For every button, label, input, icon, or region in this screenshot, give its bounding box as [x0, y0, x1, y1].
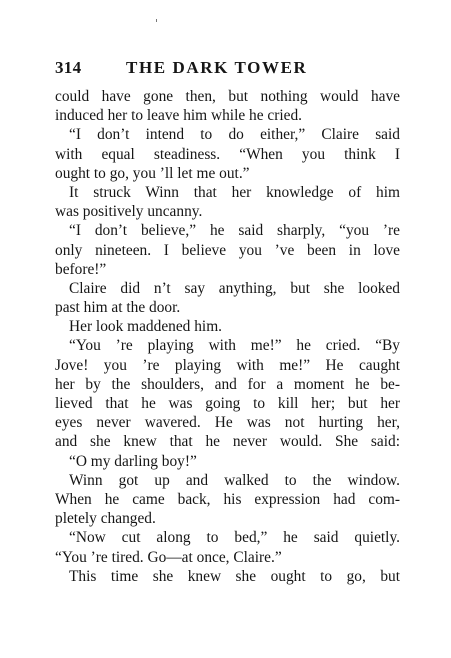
print-speck	[156, 19, 157, 22]
text-line: lieved that he was going to kill her; but her	[55, 395, 400, 412]
text-line: This time she knew she ought to go, but	[69, 567, 400, 585]
text-line: her by the shoulders, and for a moment he be-	[55, 375, 400, 393]
page-header	[55, 58, 400, 82]
text-line: ought to go, you ’ll let me out.”	[55, 164, 250, 182]
running-head: THE DARK TOWER	[126, 58, 308, 77]
text-line: “O my darling boy!”	[69, 452, 197, 470]
text-line: was positively uncanny.	[55, 203, 203, 221]
text-line: Winn got up and walked to the window.	[69, 471, 400, 489]
text-line: “You ’re tired. Go—at once, Claire.”	[55, 548, 282, 566]
text-line: Her look maddened him.	[69, 318, 223, 336]
text-line: It struck Winn that her knowledge of him	[69, 183, 400, 201]
text-line: before!”	[55, 260, 107, 278]
text-line: “You ’re playing with me!” he cried. “By	[69, 337, 400, 355]
text-line: “Now cut along to bed,” he said quietly.	[69, 529, 400, 547]
text-line: “I don’t intend to do either,” Claire said	[69, 126, 400, 144]
text-line: pletely changed.	[55, 510, 156, 528]
text-line: could have gone then, but nothing would have	[55, 88, 400, 105]
text-line: When he came back, his expression had com-	[55, 490, 400, 508]
text-line: past him at the door.	[55, 299, 181, 317]
text-line: and she knew that he never would. She said:	[55, 433, 400, 451]
page-number: 314	[55, 58, 82, 77]
text-line: Claire did n’t say anything, but she looked	[69, 279, 400, 297]
body-text	[55, 87, 400, 586]
text-line: Jove! you ’re playing with me!” He caught	[55, 356, 400, 374]
text-line: eyes never wavered. He was not hurting her,	[55, 414, 400, 432]
text-line: “I don’t believe,” he said sharply, “you ’re	[69, 222, 400, 240]
text-line: induced her to leave him while he cried.	[55, 107, 303, 125]
text-line: with equal steadiness. “When you think I	[55, 145, 400, 163]
text-line: only nineteen. I believe you ’ve been in love	[55, 241, 400, 259]
